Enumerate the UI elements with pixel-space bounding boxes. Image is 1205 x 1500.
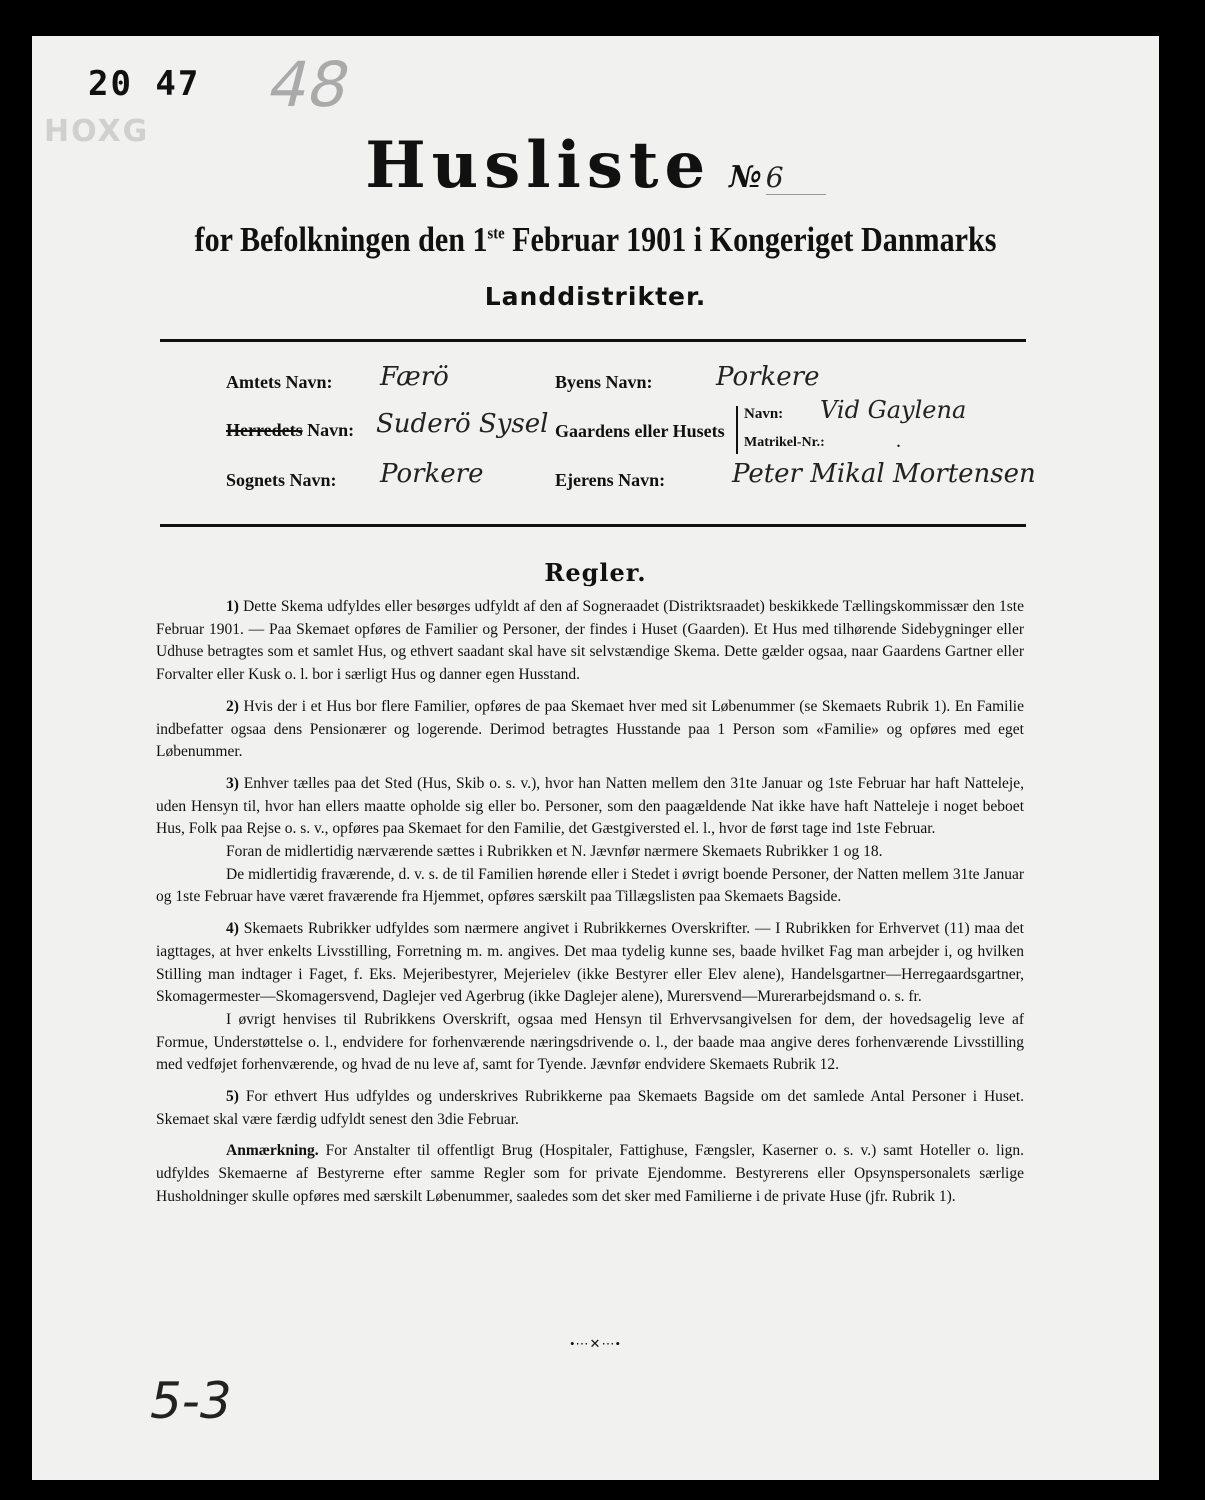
ejer-value: Peter Mikal Mortensen <box>732 459 1036 489</box>
rule-text: Hvis der i et Hus bor flere Familier, opføres de paa Skemaet hver med sit Løbenummer (se Skemaets Rubrik 1). En Familie indbefatter ogsaa dens Pensionærer og logerende. Derimod betragtes Husstande paa 1 Person som «Familie» og opføres med eget Løbenummer. <box>156 697 1024 761</box>
subtitle-part-b: Februar 1901 i Kongeriget Danmarks <box>504 220 997 259</box>
navn-value: Vid Gaylena <box>820 396 967 424</box>
rule-4b: I øvrigt henvises til Rubrikkens Overskrift, ogsaa med Hensyn til Erhvervsangivelsen for dem, der hovedsagelig leve af Formue, Understøttelse o. l., endvidere for forhenværende næringsdrivende o. l., der baade maa angive deres forhenværende Livsstilling med vedføjet forhenværende, og hvad de nu leve af, samt for Tyende. Jævnfør endvidere Skemaets Rubrik 12. <box>156 1010 1024 1074</box>
rule-3c: De midlertidig fraværende, d. v. s. de til Familien hørende eller i Stedet i øvrigt boende Personer, der Natten mellem 31te Januar og 1ste Februar have været fraværende fra Hjemmet, opføres særskilt paa Tillægslisten paa Skemaets Bagside. <box>156 865 1024 906</box>
rule-number: 3) <box>226 774 239 792</box>
herred-label <box>226 420 354 441</box>
field-bracket <box>736 406 738 454</box>
by-label: Byens Navn: <box>555 372 653 392</box>
herred-label-rest: Navn: <box>302 420 355 440</box>
form-subtitle <box>111 220 1080 260</box>
form-title: Husliste <box>365 128 712 203</box>
bleed-through-text: HOXG <box>44 114 150 149</box>
top-divider <box>160 339 1026 342</box>
amt-value: Færö <box>380 362 449 392</box>
herred-value: Suderö Sysel <box>376 409 549 439</box>
rule-2 <box>156 696 1024 764</box>
matrikel-label: Matrikel-Nr.: <box>744 435 825 450</box>
rules-body <box>156 596 1024 1218</box>
census-form-page <box>32 36 1159 1480</box>
archive-number-stamp: 20 47 <box>88 64 201 104</box>
rule-number: 1) <box>226 598 239 615</box>
gaard-label: Gaardens eller Husets <box>555 421 725 441</box>
subtitle-superscript: ste <box>487 223 505 243</box>
rule-3b: Foran de midlertidig nærværende sættes i Rubrikken et N. Jævnfør nærmere Skemaets Rubrikker 1 og 18. <box>226 843 883 861</box>
rule-text: Skemaets Rubrikker udfyldes som nærmere angivet i Rubrikkernes Overskrifter. — I Rubrikken for Erhvervet (11) maa det iagttages, at hver enkelts Livsstilling, Forretning m. m. angives. Det maa tydelig kunne ses, baade hvilket Fag man arbejder i, og hvilken Stilling man indtager i Faget, f. Eks. Mejeribestyrer, Mejerielev (ikke Bestyrer eller Elev alene), Handelsgartner—Herregaardsgartner, Skomagermester—Skomagersvend, Daglejer ved Agerbrug (ikke Daglejer alene), Murersvend—Murerarbejdsmand o. s. fr. <box>156 920 1024 1006</box>
number-label: № <box>729 160 762 195</box>
rule-4 <box>156 918 1024 1009</box>
rule-5 <box>156 1086 1024 1131</box>
title-row <box>32 128 1159 203</box>
sogn-value: Porkere <box>380 459 484 489</box>
note-text: For Anstalter til offentligt Brug (Hospitaler, Fattighuse, Fængsler, Kaserner o. s. v.) samt Hoteller o. lign. udfyldes Skemaerne af Bestyrerne efter samme Regler som for private Ejendomme. Bestyrerens eller Opsynspersonalets særlige Husholdninger skulle opføres med særskilt Løbenummer, saaledes som det sker med Familierne i de private Huse (jfr. Rubrik 1). <box>156 1142 1024 1205</box>
matrikel-value: . <box>896 430 901 452</box>
rule-number: 5) <box>226 1088 239 1106</box>
ejer-label: Ejerens Navn: <box>555 470 666 490</box>
amt-label: Amtets Navn: <box>226 372 333 392</box>
house-list-number: 6 <box>766 161 826 195</box>
sogn-label: Sognets Navn: <box>226 470 337 490</box>
note-label: Anmærkning. <box>226 1142 319 1160</box>
by-value: Porkere <box>716 362 820 392</box>
rule-text: For ethvert Hus udfyldes og underskrives Rubrikkerne paa Skemaets Bagside om det samlede Antal Personer i Huset. Skemaet skal være færdig udfyldt senest den 3die Februar. <box>156 1088 1024 1128</box>
handwritten-page-count: 5-3 <box>150 1372 232 1430</box>
ornament: •⋯✕⋯• <box>570 1336 621 1351</box>
bottom-divider <box>160 524 1026 527</box>
district-heading: Landdistrikter. <box>484 282 707 311</box>
rules-heading: Regler. <box>544 558 647 587</box>
note <box>156 1140 1024 1208</box>
rule-number: 4) <box>226 920 239 938</box>
rule-1 <box>156 596 1024 687</box>
subtitle-part-a: for Befolkningen den 1 <box>194 220 488 259</box>
navn-label: Navn: <box>744 406 784 422</box>
pencil-note: 48 <box>260 48 359 121</box>
rule-text: Dette Skema udfyldes eller besørges udfyldt af den af Sogneraadet (Distriktsraadet) beskikkede Tællingskommissær den 1ste Februar 1901. — Paa Skemaet opføres de Familier og Personer, der findes i Huset (Gaarden). Et Hus med tilhørende Sidebygninger eller Udhuse betragtes som et samlet Hus, og ethvert saadant skal have sit selvstændige Skema. Dette gælder ogsaa, naar Gaardens Gartner eller Forvalter eller Kusk o. l. bor i særligt Hus og danner egen Husstand. <box>156 598 1024 684</box>
rule-3 <box>156 773 1024 841</box>
rule-number: 2) <box>226 697 239 715</box>
herred-label-struck: Herredets <box>226 420 303 440</box>
rule-text: Enhver tælles paa det Sted (Hus, Skib o. s. v.), hvor han Natten mellem den 31te Januar og 1ste Februar har haft Natteleje, uden Hensyn til, hvor han ellers maatte opholde sig eller bo. Personer, som den paagældende Nat ikke have haft Natteleje i noget beboet Hus, Folk paa Rejse o. s. v., opføres paa Skemaet for den Familie, det Gæstgiversted el. l., hvor de først tage ind 1ste Februar. <box>156 774 1024 838</box>
